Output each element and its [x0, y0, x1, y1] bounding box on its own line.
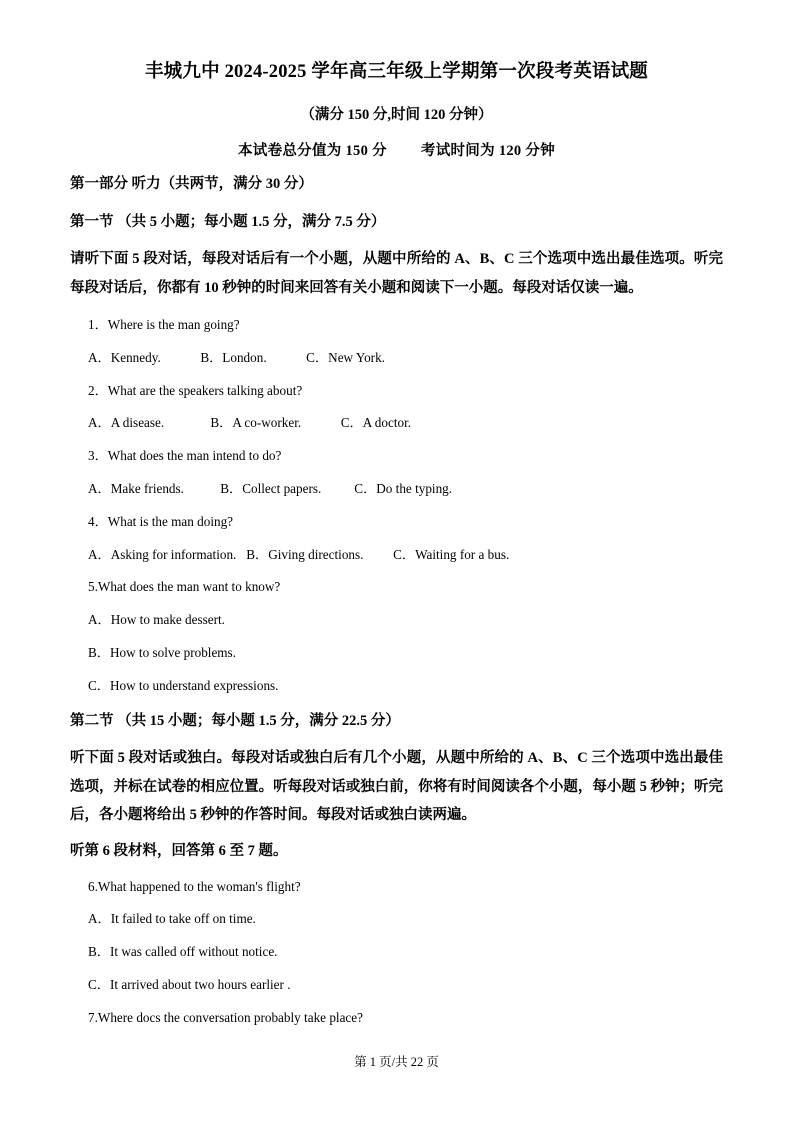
question-stem — [88, 315, 723, 335]
page-title: 丰城九中 2024-2025 学年高三年级上学期第一次段考英语试题 — [144, 62, 648, 82]
section-two-heading: 第二节 （共 15 小题；每小题 1.5 分，满分 22.5 分） — [70, 713, 400, 730]
question-options: A．A disease. B．A co-worker. C．A doctor. — [88, 415, 412, 431]
question-text: What happened to the woman's flight? — [97, 878, 301, 894]
exam-total-score: 本试卷总分值为 150 分 — [237, 142, 387, 159]
question-options: A．Kennedy. B．London. C．New York. — [88, 349, 385, 365]
question-number: 2． — [88, 382, 108, 398]
question-number: 4． — [88, 513, 108, 529]
section-two-instruction: 听下面 5 段对话或独白。每段对话或独白后有几个小题，从题中所给的 A、B、C 三个选项中选出最佳选项，并标在试卷的相应位置。听每段对话或独白前，你将有时间阅读各个小题，每小题 5 秒钟；听完后，各小题将给出 5 秒钟的作答时间。每段对话或独白读两遍。 — [70, 750, 723, 823]
question-stem — [88, 381, 723, 401]
section-one-instruction: 请听下面 5 段对话，每段对话后有一个小题，从题中所给的 A、B、C 三个选项中选出最佳选项。听完每段对话后，你都有 10 秒钟的时间来回答有关小题和阅读下一小题。每段对话仅读一遍。 — [70, 251, 723, 296]
material-six-line: 听第 6 段材料，回答第 6 至 7 题。 — [70, 843, 288, 860]
question-text: What are the speakers talking about? — [107, 382, 303, 398]
question-stem — [88, 446, 723, 466]
question-option: A．How to make dessert. — [88, 612, 225, 628]
question-text: Where docs the conversation probably take place? — [97, 1009, 363, 1025]
question-options: A．Make friends. B．Collect papers. C．Do the typing. — [88, 480, 453, 496]
question-text: What does the man intend to do? — [107, 448, 282, 464]
question-stem — [88, 1008, 723, 1028]
question-stem — [88, 577, 723, 597]
question-number: 7. — [88, 1009, 98, 1025]
exam-total-line — [70, 139, 723, 160]
question-number: 5. — [88, 579, 98, 595]
question-text: What is the man doing? — [107, 513, 234, 529]
question-text: What does the man want to know? — [97, 579, 281, 595]
question-options: A．Asking for information. B．Giving directions. C．Waiting for a bus. — [88, 546, 510, 562]
section-one-heading: 第一节 （共 5 小题；每小题 1.5 分，满分 7.5 分） — [70, 213, 386, 230]
question-text: Where is the man going? — [107, 316, 240, 332]
question-option: B．It was called off without notice. — [88, 944, 278, 960]
part-one-heading: 第一部分 听力（共两节，满分 30 分） — [70, 175, 313, 192]
question-option: B．How to solve problems. — [88, 644, 236, 660]
question-option: C．How to understand expressions. — [88, 677, 279, 693]
question-stem — [88, 512, 723, 532]
question-option: C．It arrived about two hours earlier . — [88, 977, 291, 993]
question-number: 3． — [88, 448, 108, 464]
page-footer: 第 1 页/共 22 页 — [354, 1055, 439, 1069]
exam-score-time-line: （满分 150 分,时间 120 分钟） — [300, 106, 493, 123]
question-number: 6. — [88, 878, 98, 894]
question-number: 1． — [88, 316, 108, 332]
question-option: A．It failed to take off on time. — [88, 911, 256, 927]
question-stem — [88, 877, 723, 897]
exam-total-time: 考试时间为 120 分钟 — [420, 142, 555, 159]
